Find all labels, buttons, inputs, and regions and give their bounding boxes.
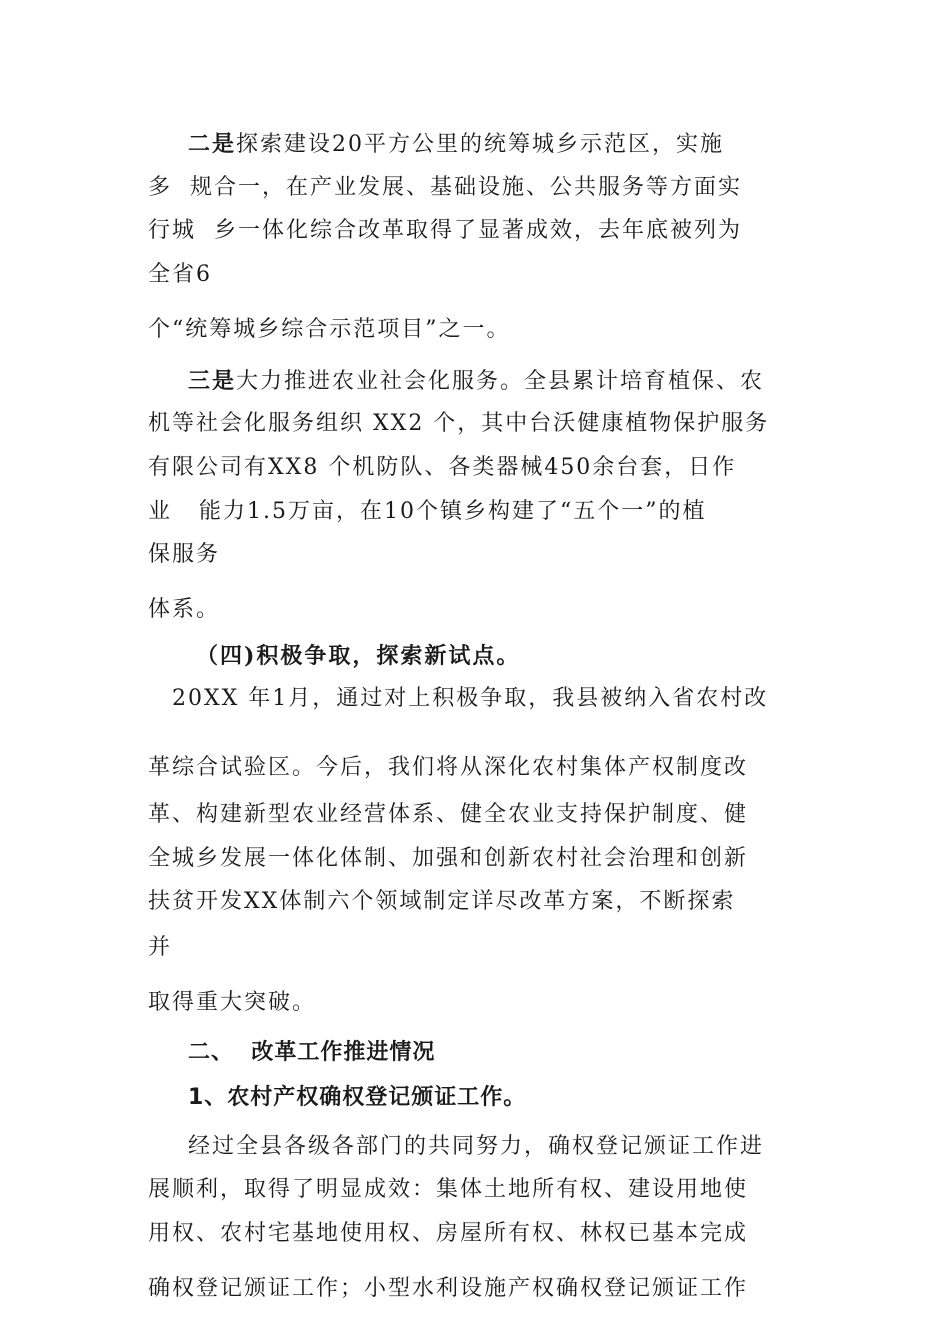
section-4-line-5: 扶贫开发XX体制六个领域制定详尽改革方案，不断探索: [148, 889, 736, 914]
item-1-line-2: 展顺利，取得了明显成效：集体土地所有权、建设用地使: [148, 1177, 749, 1202]
paragraph-3-line-5: 保服务: [148, 542, 221, 567]
section-4-line-7: 取得重大突破。: [148, 990, 317, 1015]
section-2-heading: 二、 改革工作推进情况: [188, 1040, 436, 1065]
section-4-line-3: 革、构建新型农业经营体系、健全农业支持保护制度、健: [148, 802, 749, 827]
section-4-line-2: 革综合试验区。今后，我们将从深化农村集体产权制度改: [148, 755, 749, 780]
paragraph-3-line-6: 体系。: [148, 597, 221, 622]
paragraph-3-lead: 三是: [188, 368, 237, 394]
section-4-heading: （四)积极争取，探索新试点。: [196, 643, 521, 669]
paragraph-3-line-1: [188, 368, 764, 395]
paragraph-2-line-4: 全省6: [148, 262, 212, 287]
section-4-line-6: 并: [148, 935, 173, 960]
item-1-heading: 1、农村产权确权登记颁证工作。: [188, 1085, 527, 1110]
item-1-line-3: 用权、农村宅基地使用权、房屋所有权、林权已基本完成: [148, 1221, 749, 1246]
paragraph-3-text: 大力推进农业社会化服务。全县累计培育植保、农: [236, 369, 765, 394]
item-1-line-1: 经过全县各级各部门的共同努力，确权登记颁证工作进: [188, 1134, 765, 1159]
paragraph-2-line-1: [188, 131, 724, 158]
paragraph-3-line-4: 业 能力1.5万亩，在10个镇乡构建了“五个一”的植: [148, 499, 707, 524]
paragraph-2-line-5: 个“统筹城乡综合示范项目”之一。: [148, 317, 511, 342]
paragraph-3-line-2: 机等社会化服务组织 XX2 个，其中台沃健康植物保护服务: [148, 411, 770, 436]
paragraph-2-text: 探索建设20平方公里的统筹城乡示范区，实施: [236, 132, 725, 157]
paragraph-3-line-3: 有限公司有XX8 个机防队、各类器械450余台套，日作: [148, 455, 737, 480]
paragraph-2-line-3: 行城 乡一体化综合改革取得了显著成效，去年底被列为: [148, 218, 742, 243]
section-4-line-4: 全城乡发展一体化体制、加强和创新农村社会治理和创新: [148, 846, 749, 871]
paragraph-2-line-2: 多 规合一，在产业发展、基础设施、公共服务等方面实: [148, 175, 742, 200]
paragraph-2-lead: 二是: [188, 131, 237, 157]
item-1-line-4: 确权登记颁证工作；小型水利设施产权确权登记颁证工作: [148, 1276, 749, 1301]
section-4-line-1: 20XX 年1月，通过对上积极争取，我县被纳入省农村改: [172, 686, 769, 711]
